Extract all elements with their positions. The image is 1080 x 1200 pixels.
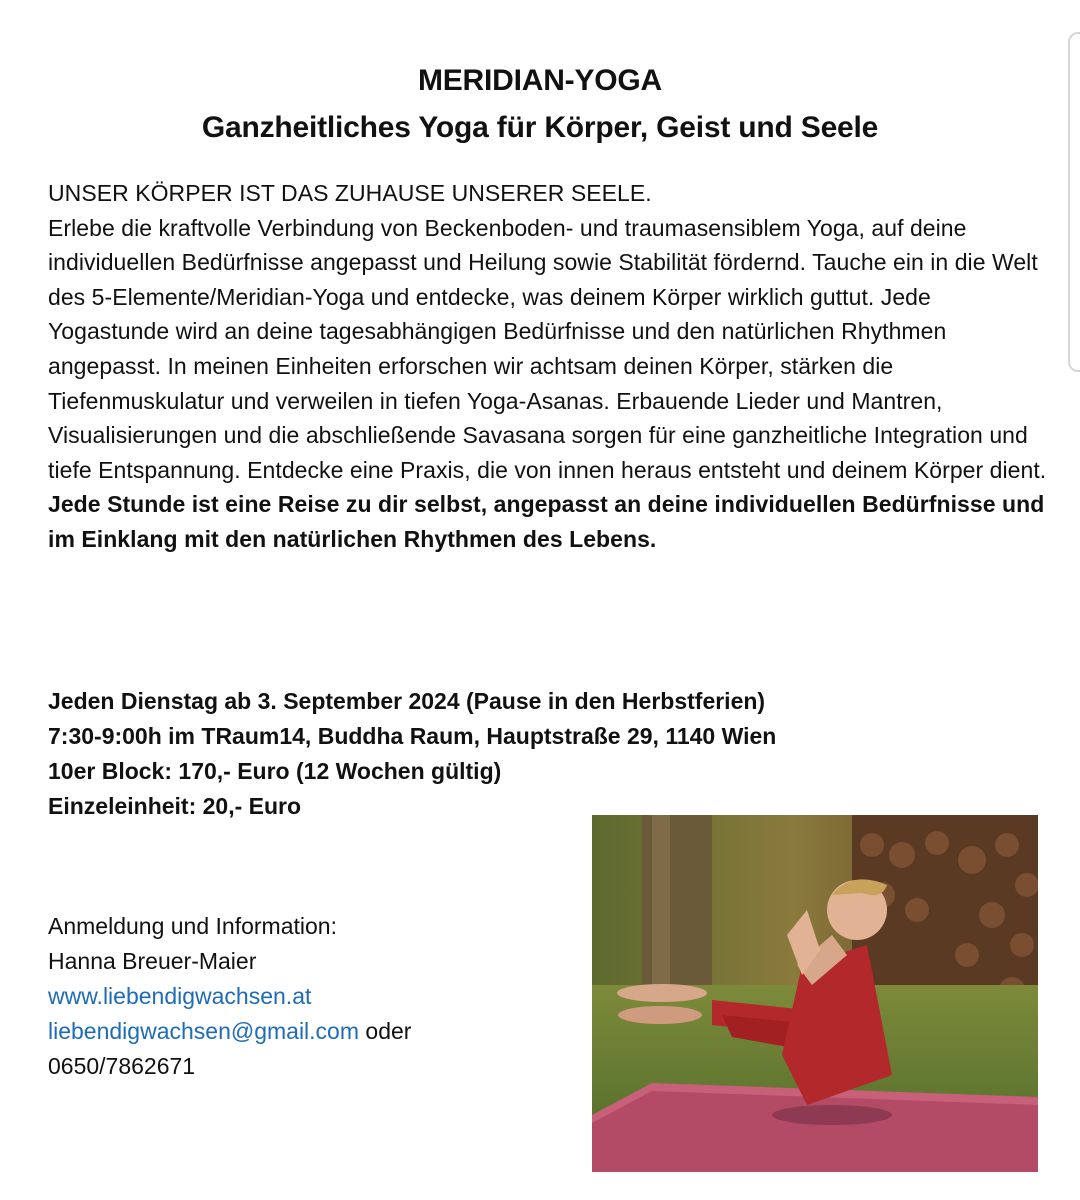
intro-headline: UNSER KÖRPER IST DAS ZUHAUSE UNSERER SEELE. (48, 180, 652, 206)
yoga-photo (592, 815, 1038, 1172)
schedule-block-price: 10er Block: 170,- Euro (12 Wochen gültig) (48, 758, 502, 784)
schedule-day: Jeden Dienstag ab 3. September 2024 (Pause in den Herbstferien) (48, 688, 766, 714)
intro-section (48, 176, 1048, 557)
schedule-time-place: 7:30-9:00h im TRaum14, Buddha Raum, Hauptstraße 29, 1140 Wien (48, 723, 777, 749)
contact-name: Hanna Breuer-Maier (48, 948, 257, 974)
contact-section (48, 909, 568, 1084)
email-link[interactable]: liebendigwachsen@gmail.com (48, 1018, 360, 1044)
page-subtitle: Ganzheitliches Yoga für Körper, Geist und Seele (201, 111, 879, 144)
website-link[interactable]: www.liebendigwachsen.at (48, 983, 312, 1009)
contact-connector: oder (359, 1018, 412, 1044)
title-block (0, 57, 1080, 151)
contact-phone: 0650/7862671 (48, 1053, 196, 1079)
contact-heading: Anmeldung und Information: (48, 913, 337, 939)
intro-emphasis: Jede Stunde ist eine Reise zu dir selbst, angepasst an deine individuellen Bedürfnisse und im Einklang mit den natürlichen Rhythmen des Lebens. (48, 491, 1045, 552)
schedule-section (48, 684, 948, 824)
intro-body: Erlebe die kraftvolle Verbindung von Beckenboden- und traumasensiblem Yoga, auf deine individuellen Bedürfnisse angepasst und Heilung sowie Stabilität fördernd. Tauche ein in die Welt des 5-Elemente/Meridian-Yoga und entdecke, was deinem Körper wirklich guttut. Jede Yogastunde wird an deine tagesabhängigen Bedürfnisse und den natürlichen Rhythmen angepasst. In meinen Einheiten erforschen wir achtsam deinen Körper, stärken die Tiefenmuskulatur und verweilen in tiefen Yoga-Asanas. Erbauende Lieder und Mantren, Visualisierungen und die abschließende Savasana sorgen für eine ganzheitliche Integration und tiefe Entspannung. Entdecke eine Praxis, die von innen heraus entsteht und deinem Körper dient. (48, 214, 1047, 483)
page-title: MERIDIAN-YOGA (417, 64, 663, 97)
schedule-single-price: Einzeleinheit: 20,- Euro (48, 793, 302, 819)
